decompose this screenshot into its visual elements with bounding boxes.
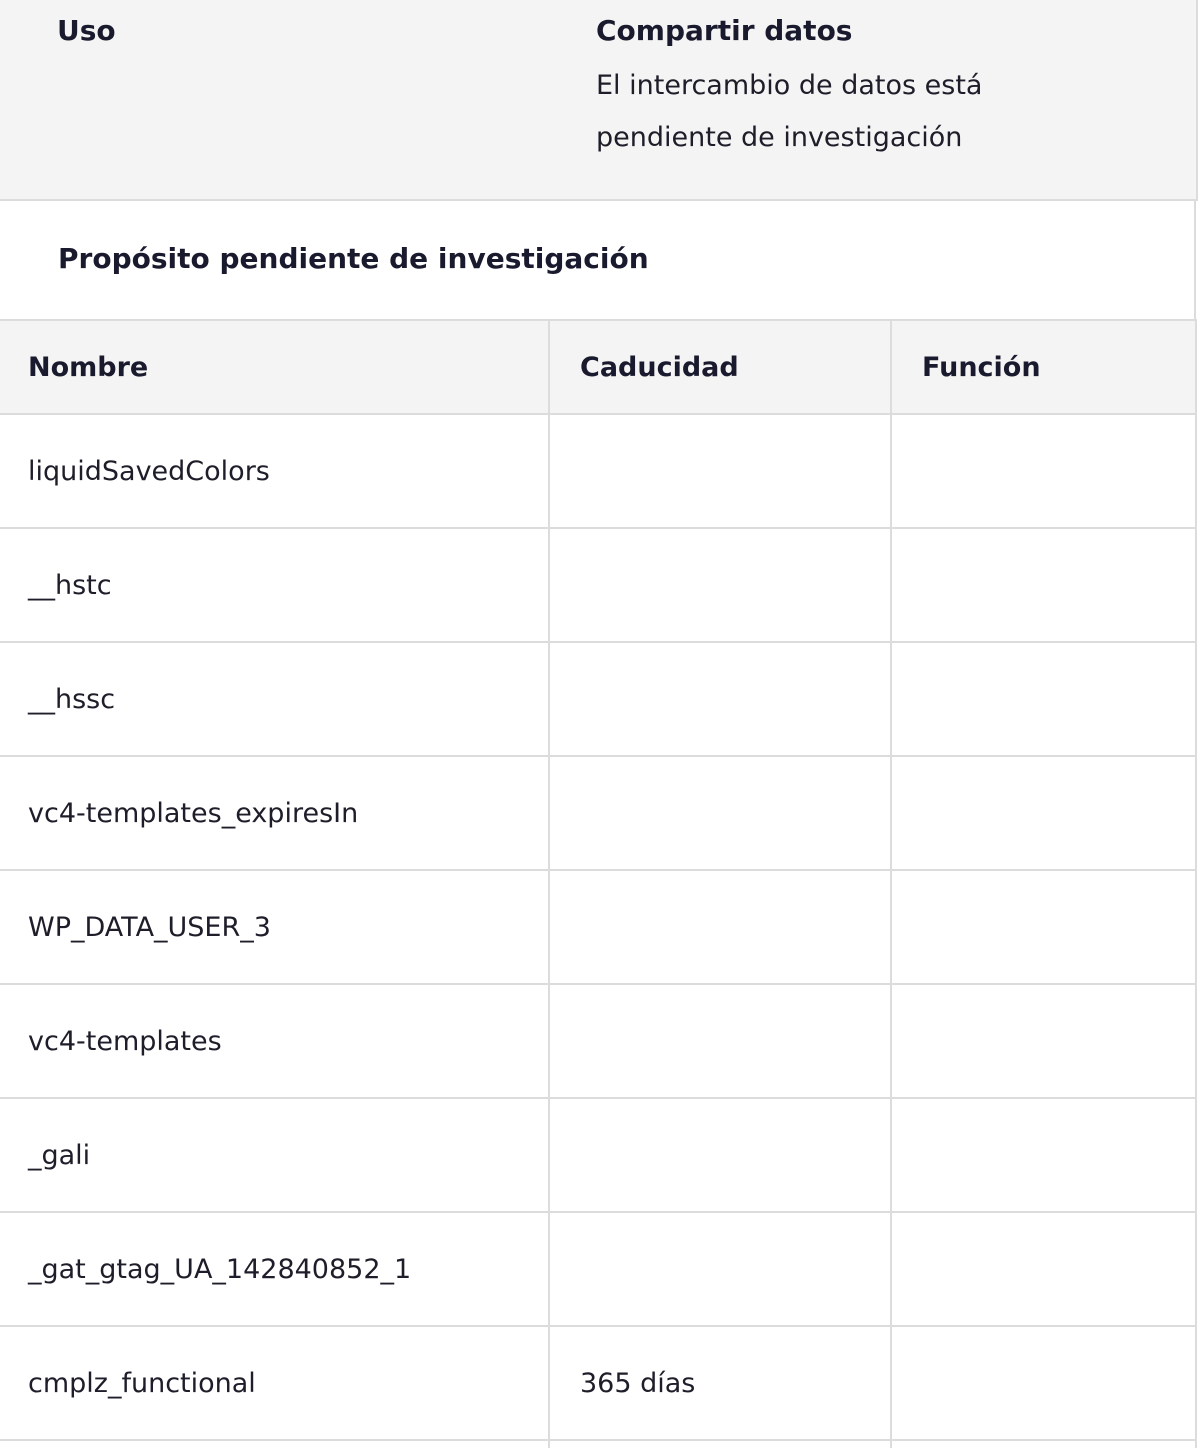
cookie-expiry-cell <box>549 414 891 528</box>
table-row <box>0 1440 1196 1448</box>
cookie-function-cell <box>891 984 1196 1098</box>
table-row <box>0 870 1196 984</box>
table-row <box>0 984 1196 1098</box>
cookie-function-cell <box>891 1440 1196 1448</box>
purpose-section <box>0 201 1196 320</box>
table-row <box>0 1098 1196 1212</box>
table-row <box>0 1326 1196 1440</box>
cookie-name-cell <box>0 1440 549 1448</box>
column-header-name: Nombre <box>0 320 549 414</box>
cookie-function-cell <box>891 1212 1196 1326</box>
cookie-expiry-cell: 365 días <box>549 1326 891 1440</box>
cookie-expiry-cell <box>549 528 891 642</box>
cookie-expiry-cell <box>549 870 891 984</box>
table-row <box>0 756 1196 870</box>
cookie-expiry-cell <box>549 756 891 870</box>
table-header-row <box>0 320 1196 414</box>
cookie-function-cell <box>891 756 1196 870</box>
cookie-expiry-cell <box>549 984 891 1098</box>
cookie-expiry-cell <box>549 1098 891 1212</box>
cookie-function-cell <box>891 870 1196 984</box>
cookie-function-cell <box>891 1326 1196 1440</box>
cookie-name-cell: vc4-templates_expiresIn <box>0 756 549 870</box>
cookies-table <box>0 319 1197 1448</box>
cookie-name-cell: cmplz_functional <box>0 1326 549 1440</box>
usage-section <box>0 0 1198 201</box>
cookie-function-cell <box>891 642 1196 756</box>
cookie-name-cell: _gat_gtag_UA_142840852_1 <box>0 1212 549 1326</box>
cookie-name-cell: liquidSavedColors <box>0 414 549 528</box>
cookie-expiry-cell <box>549 1212 891 1326</box>
table-row <box>0 414 1196 528</box>
purpose-title: Propósito pendiente de investigación <box>58 242 649 275</box>
cookie-name-cell: __hstc <box>0 528 549 642</box>
cookie-function-cell <box>891 1098 1196 1212</box>
cookie-expiry-cell <box>549 642 891 756</box>
cookie-function-cell <box>891 528 1196 642</box>
table-row <box>0 528 1196 642</box>
usage-label: Uso <box>57 14 116 47</box>
table-row <box>0 642 1196 756</box>
column-header-function: Función <box>891 320 1196 414</box>
cookie-name-cell: __hssc <box>0 642 549 756</box>
cookie-name-cell: _gali <box>0 1098 549 1212</box>
table-row <box>0 1212 1196 1326</box>
cookie-name-cell: vc4-templates <box>0 984 549 1098</box>
data-sharing-title: Compartir datos <box>596 14 853 47</box>
cookie-expiry-cell <box>549 1440 891 1448</box>
column-header-expiry: Caducidad <box>549 320 891 414</box>
cookie-function-cell <box>891 414 1196 528</box>
cookie-name-cell: WP_DATA_USER_3 <box>0 870 549 984</box>
data-sharing-description: El intercambio de datos está pendiente de investigación <box>596 70 983 153</box>
